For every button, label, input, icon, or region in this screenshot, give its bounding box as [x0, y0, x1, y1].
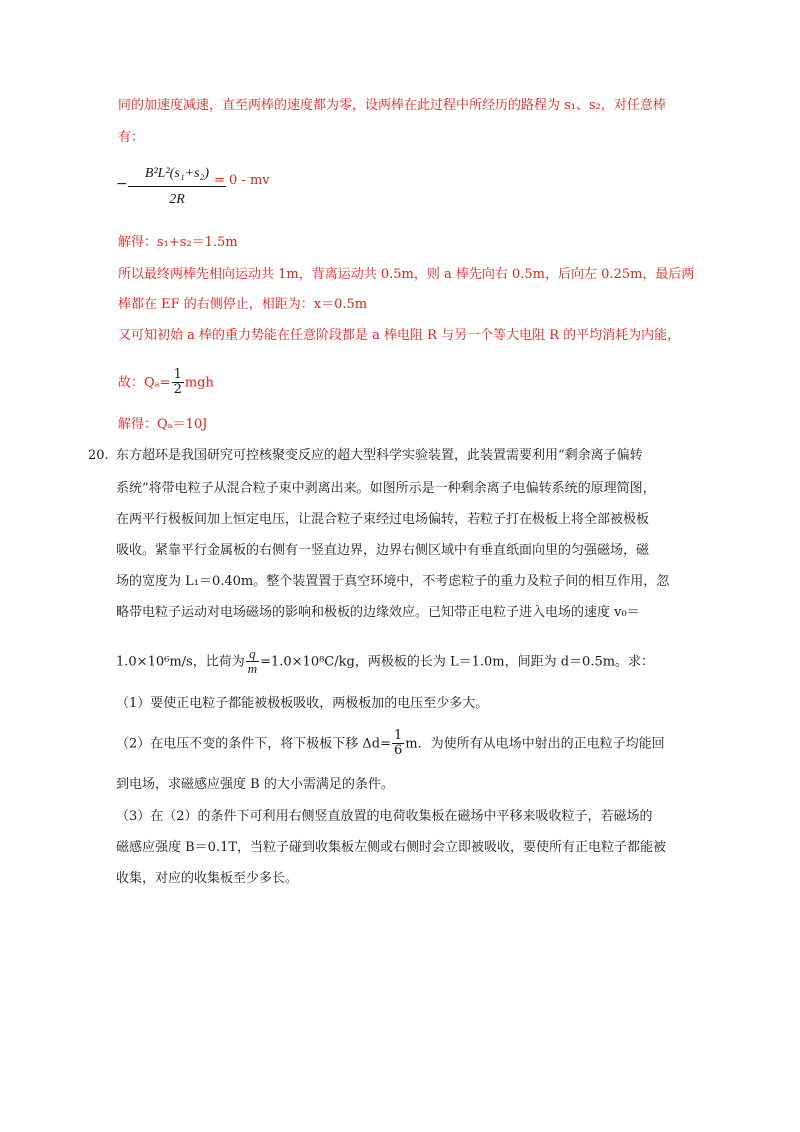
heat-prefix: 故：Qₐ=	[118, 375, 171, 391]
question-para-2: 系统”将带电粒子从混合粒子束中剥离出来。如图所示是一种剩余离子电偏转系统的原理简图，	[116, 481, 656, 496]
charge-mass-den: m	[247, 661, 258, 677]
sub-question-2-text-b: m．为使所有从电场中射出的正电粒子均能回	[405, 736, 665, 752]
charge-mass-fraction	[246, 647, 259, 677]
solution-line-1: 同的加速度减速，直至两棒的速度都为零，设两棒在此过程中所经历的路程为 s₁、s₂，对任意棒	[118, 98, 666, 113]
solution-line-5: 又可知初始 a 棒的重力势能在任意阶段都是 a 棒电阻 R 与另一个等大电阻 R 的平均消耗为内能，	[118, 328, 681, 343]
fraction-bar	[128, 186, 226, 187]
solve-result-1: 解得：s₁+s₂＝1.5m	[118, 235, 238, 250]
solution-line-3: 所以最终两棒先相向运动共 1m，背离运动共 0.5m，则 a 棒先向右 0.5m，后向左 0.25m，最后两	[118, 267, 695, 282]
equation-denominator: 2R	[169, 192, 185, 207]
sub-question-3-line-2: 磁感应强度 B＝0.1T，当粒子碰到收集板左侧或右侧时会立即被吸收，要使所有正电粒子都能被	[116, 840, 667, 855]
solve-result-2: 解得：Qₐ＝10J	[118, 417, 208, 432]
question-para-3: 在两平行极板间加上恒定电压，让混合粒子束经过电场偏转，若粒子打在极板上将全部被极板	[116, 512, 650, 527]
equation-rhs: = 0 - mv	[214, 173, 270, 188]
question-para-7	[116, 647, 654, 677]
equation-numerator: B²L²(s₁+s₂)	[144, 166, 210, 181]
sub-question-1: （1）要使正电粒子都能被极板吸收，两极板加的电压至少多大。	[116, 696, 489, 711]
question-para-4: 吸收。紧靠平行金属板的右侧有一竖直边界，边界右侧区域中有垂直纸面向里的匀强磁场，磁	[116, 543, 650, 558]
delta-d-fraction	[392, 729, 404, 759]
heat-fraction	[172, 368, 184, 398]
question-para-1: 东方超环是我国研究可控核聚变反应的超大型科学实验装置，此装置需要利用“剩余离子偏转	[116, 448, 643, 463]
delta-d-num: 1	[394, 728, 403, 743]
plate-params-text: =1.0×10⁸C/kg，两极板的长为 L＝1.0m，间距为 d＝0.5m。求：	[260, 654, 655, 670]
sub-question-2-line-2: 到电场，求磁感应强度 B 的大小需满足的条件。	[116, 777, 394, 792]
equation-minus: −	[116, 176, 128, 192]
heat-fraction-num: 1	[173, 367, 182, 382]
sub-question-3-line-1: （3）在（2）的条件下可利用右侧竖直放置的电荷收集板在磁场中平移来吸收粒子，若磁场的	[116, 809, 653, 824]
sub-question-3-line-3: 收集，对应的收集板至少多长。	[116, 871, 299, 886]
solution-line-2: 有：	[118, 130, 145, 145]
speed-text: 1.0×10⁶m/s，比荷为	[116, 654, 245, 670]
heat-fraction-den: 2	[173, 382, 182, 398]
question-para-5: 场的宽度为 L₁＝0.40m。整个装置置于真空环境中，不考虑粒子的重力及粒子间的相互作用，忽	[116, 574, 670, 589]
question-number: 20.	[88, 448, 109, 463]
heat-suffix: mgh	[184, 375, 214, 391]
solution-line-4: 棒都在 EF 的右侧停止，相距为：x＝0.5m	[118, 297, 368, 312]
heat-equation	[118, 368, 214, 398]
question-para-6: 略带电粒子运动对电场磁场的影响和极板的边缘效应。已知带正电粒子进入电场的速度 v₀＝	[116, 605, 640, 620]
charge-mass-num: q	[249, 646, 256, 661]
sub-question-2-text-a: （2）在电压不变的条件下，将下极板下移 Δd=	[116, 736, 392, 752]
sub-question-2-line-1	[116, 729, 665, 759]
delta-d-den: 6	[394, 743, 403, 759]
